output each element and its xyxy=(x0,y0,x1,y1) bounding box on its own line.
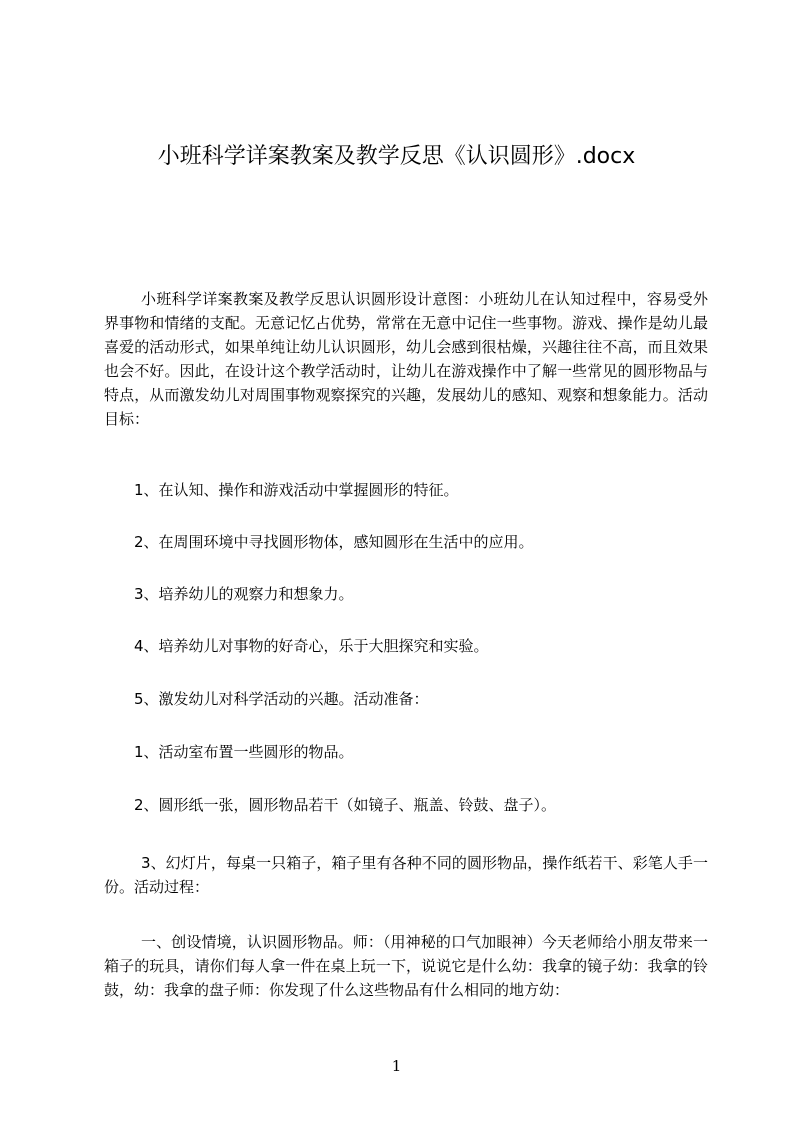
paragraph-prep-2: 2、圆形纸一张，圆形物品若干（如镜子、瓶盖、铃鼓、盘子）。 xyxy=(134,796,557,814)
paragraph-prep-1: 1、活动室布置一些圆形的物品。 xyxy=(134,743,354,761)
paragraph-prep-3: 3、幻灯片，每桌一只箱子，箱子里有各种不同的圆形物品，操作纸若干、彩笔人手一份。活动过程： xyxy=(104,854,708,896)
paragraph-goal-5: 5、激发幼儿对科学活动的兴趣。活动准备： xyxy=(134,690,429,708)
paragraph-goal-3: 3、培养幼儿的观察力和想象力。 xyxy=(134,585,354,603)
paragraph-goal-4: 4、培养幼儿对事物的好奇心，乐于大胆探究和实验。 xyxy=(134,637,489,655)
page-number: 1 xyxy=(391,1057,402,1075)
paragraph-goal-2: 2、在周围环境中寻找圆形物体，感知圆形在生活中的应用。 xyxy=(134,533,534,551)
document-title: 小班科学详案教案及教学反思《认识圆形》.docx xyxy=(157,144,636,169)
paragraph-goal-1: 1、在认知、操作和游戏活动中掌握圆形的特征。 xyxy=(134,481,459,499)
paragraph-process-1: 一、创设情境，认识圆形物品。师：（用神秘的口气加眼神）今天老师给小朋友带来一箱子的玩具，请你们每人拿一件在桌上玩一下，说说它是什么幼：我拿的镜子幼：我拿的铃鼓，幼：我拿的盘子师：你发现了什么这些物品有什么相同的地方幼： xyxy=(104,933,708,999)
paragraph-design-intent: 小班科学详案教案及教学反思认识圆形设计意图：小班幼儿在认知过程中，容易受外界事物和情绪的支配。无意记忆占优势，常常在无意中记住一些事物。游戏、操作是幼儿最喜爱的活动形式，如果单纯让幼儿认识圆形，幼儿会感到很枯燥，兴趣往往不高，而且效果也会不好。因此，在设计这个教学活动时，让幼儿在游戏操作中了解一些常见的圆形物品与特点，从而激发幼儿对周围事物观察探究的兴趣，发展幼儿的感知、观察和想象能力。活动目标： xyxy=(104,290,708,428)
